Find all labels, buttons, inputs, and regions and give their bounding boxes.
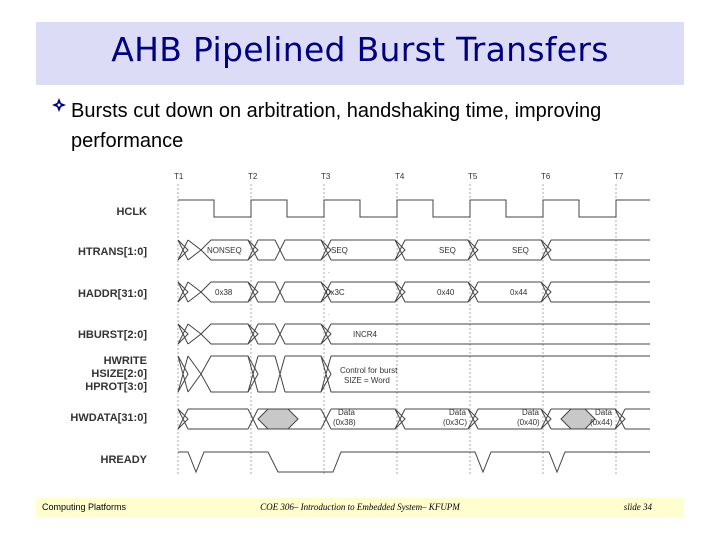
clock-label: T6 — [541, 172, 551, 181]
hready-waveform — [178, 452, 650, 472]
hburst-bus — [178, 324, 650, 344]
hwdata-label: Data — [338, 408, 355, 417]
clock-label: T7 — [614, 172, 624, 181]
footer-bar — [36, 498, 684, 518]
signal-name: HREADY — [100, 454, 147, 466]
haddr-value: 0x3C — [326, 288, 345, 297]
clock-label: T1 — [174, 172, 184, 181]
hwdata-label: Data — [522, 408, 539, 417]
clock-label: T5 — [468, 172, 478, 181]
clock-label: T4 — [395, 172, 405, 181]
title-bar — [36, 22, 684, 85]
htrans-value: NONSEQ — [207, 246, 242, 255]
htrans-value: SEQ — [331, 246, 348, 255]
hwdata-value: (0x38) — [333, 418, 356, 427]
bus-marker: . — [328, 311, 330, 317]
diamond-bullet-icon — [52, 98, 66, 112]
haddr-value: 0x40 — [437, 288, 455, 297]
haddr-value: 0x44 — [510, 288, 528, 297]
signal-name: HTRANS[1:0] — [77, 246, 147, 258]
hburst-value: INCR4 — [353, 330, 378, 339]
control-label: SIZE = Word — [344, 376, 390, 385]
footer-left: Computing Platforms — [42, 502, 127, 512]
bus-marker: . — [328, 269, 330, 275]
clock-gridlines — [178, 184, 616, 476]
control-bus — [178, 356, 650, 392]
hwdata-label: Data — [595, 408, 612, 417]
clock-label: T3 — [321, 172, 331, 181]
haddr-bus — [178, 282, 650, 302]
timing-diagram — [70, 166, 655, 488]
hwdata-label: Data — [449, 408, 466, 417]
hclk-waveform — [178, 200, 650, 217]
htrans-value: SEQ — [439, 246, 456, 255]
hwdata-value: (0x44) — [590, 418, 613, 427]
hwdata-value: (0x3C) — [443, 418, 468, 427]
hwdata-value: (0x40) — [517, 418, 540, 427]
signal-name: HPROT[3:0] — [85, 381, 147, 393]
htrans-bus — [178, 240, 650, 260]
hwdata-idle-fill — [258, 409, 298, 429]
footer-center: COE 306– Introduction to Embedded System– KFUPM — [260, 502, 460, 512]
control-label: Control for burst — [340, 366, 398, 375]
signal-name: HSIZE[2:0] — [91, 368, 147, 380]
haddr-value: 0x38 — [215, 288, 233, 297]
footer-right: slide 34 — [623, 502, 652, 512]
signal-name: HWRITE — [103, 355, 147, 367]
slide-title: AHB Pipelined Burst Transfers — [111, 30, 609, 69]
bullet-text: Bursts cut down on arbitration, handshaking time, improving performance — [71, 100, 602, 152]
htrans-value: SEQ — [512, 246, 529, 255]
signal-name: HADDR[31:0] — [77, 288, 147, 300]
signal-name: HCLK — [116, 206, 147, 218]
signal-name: HWDATA[31:0] — [70, 412, 147, 424]
clock-label: T2 — [248, 172, 258, 181]
signal-name: HBURST[2:0] — [77, 329, 147, 341]
